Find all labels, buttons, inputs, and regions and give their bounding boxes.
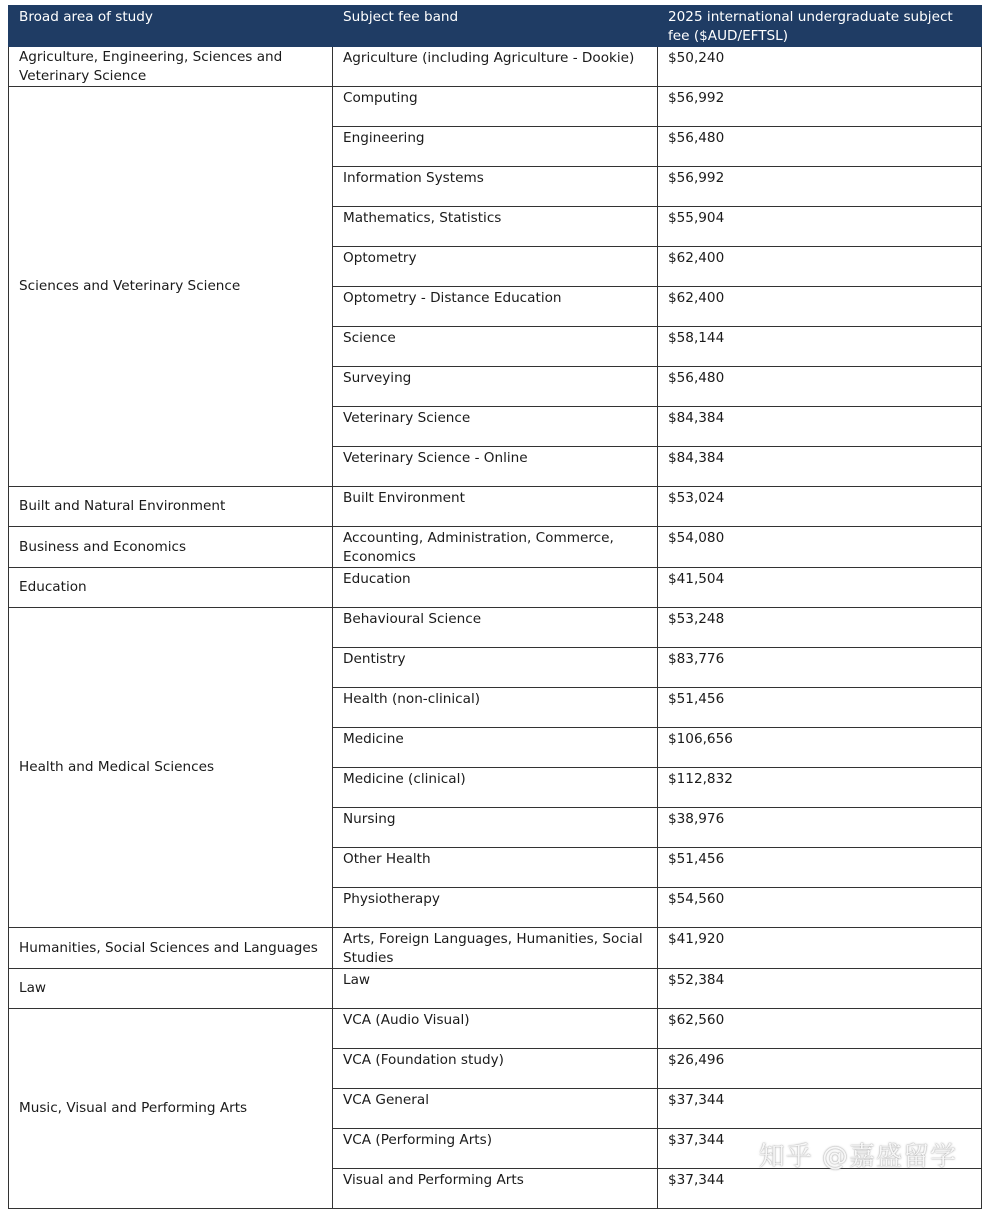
fee-amount-cell: $62,400 [658,247,982,287]
broad-area-cell: Law [9,969,333,1009]
fee-amount-cell: $62,400 [658,287,982,327]
subject-fee-band-cell: Accounting, Administration, Commerce, Economics [333,527,658,568]
broad-area-cell: Music, Visual and Performing Arts [9,1009,333,1209]
table-row [9,568,982,608]
subject-fee-band-cell: VCA General [333,1089,658,1129]
subject-fee-band-cell: Engineering [333,127,658,167]
subject-fee-band-cell: VCA (Foundation study) [333,1049,658,1089]
fee-amount-cell: $112,832 [658,768,982,808]
table-header [9,6,982,47]
fee-amount-cell: $38,976 [658,808,982,848]
header-row [9,6,982,47]
fee-amount-cell: $55,904 [658,207,982,247]
subject-fee-band-cell: Surveying [333,367,658,407]
fee-amount-cell: $51,456 [658,688,982,728]
broad-area-cell: Agriculture, Engineering, Sciences and Veterinary Science [9,47,333,87]
subject-fee-band-cell: Education [333,568,658,608]
fee-amount-cell: $56,992 [658,87,982,127]
table-row [9,527,982,568]
column-header-band: Subject fee band [333,6,658,47]
subject-fee-band-cell: Other Health [333,848,658,888]
subject-fee-band-cell: Visual and Performing Arts [333,1169,658,1209]
subject-fee-band-cell: Physiotherapy [333,888,658,928]
subject-fee-band-cell: VCA (Performing Arts) [333,1129,658,1169]
fee-amount-cell: $26,496 [658,1049,982,1089]
subject-fee-band-cell: Arts, Foreign Languages, Humanities, Social Studies [333,928,658,969]
table-row [9,608,982,648]
subject-fee-band-cell: Medicine [333,728,658,768]
fee-amount-cell: $37,344 [658,1169,982,1209]
table-body [9,47,982,1209]
column-header-fee: 2025 international undergraduate subject fee ($AUD/EFTSL) [658,6,982,47]
fee-amount-cell: $41,920 [658,928,982,969]
fee-amount-cell: $41,504 [658,568,982,608]
subject-fee-band-cell: Veterinary Science - Online [333,447,658,487]
fee-amount-cell: $56,992 [658,167,982,207]
broad-area-cell: Built and Natural Environment [9,487,333,527]
fee-amount-cell: $53,024 [658,487,982,527]
fee-amount-cell: $84,384 [658,447,982,487]
fee-amount-cell: $54,080 [658,527,982,568]
fee-amount-cell: $58,144 [658,327,982,367]
subject-fee-band-cell: Mathematics, Statistics [333,207,658,247]
fee-amount-cell: $37,344 [658,1089,982,1129]
broad-area-cell: Health and Medical Sciences [9,608,333,928]
fee-amount-cell: $52,384 [658,969,982,1009]
subject-fee-band-cell: Behavioural Science [333,608,658,648]
broad-area-cell: Humanities, Social Sciences and Languages [9,928,333,969]
fee-table [8,5,982,1209]
subject-fee-band-cell: Law [333,969,658,1009]
watermark: 知乎 @嘉盛留学 [758,1142,957,1172]
table-row [9,928,982,969]
subject-fee-band-cell: Nursing [333,808,658,848]
column-header-area: Broad area of study [9,6,333,47]
fee-amount-cell: $37,344 [658,1129,982,1169]
subject-fee-band-cell: Information Systems [333,167,658,207]
fee-amount-cell: $106,656 [658,728,982,768]
fee-amount-cell: $53,248 [658,608,982,648]
subject-fee-band-cell: Optometry - Distance Education [333,287,658,327]
fee-amount-cell: $84,384 [658,407,982,447]
broad-area-cell: Sciences and Veterinary Science [9,87,333,487]
fee-amount-cell: $62,560 [658,1009,982,1049]
table-row [9,87,982,127]
fee-amount-cell: $50,240 [658,47,982,87]
fee-amount-cell: $51,456 [658,848,982,888]
subject-fee-band-cell: Veterinary Science [333,407,658,447]
broad-area-cell: Business and Economics [9,527,333,568]
fee-amount-cell: $54,560 [658,888,982,928]
subject-fee-band-cell: Built Environment [333,487,658,527]
subject-fee-band-cell: Science [333,327,658,367]
fee-amount-cell: $56,480 [658,367,982,407]
table-row [9,487,982,527]
subject-fee-band-cell: Optometry [333,247,658,287]
subject-fee-band-cell: Agriculture (including Agriculture - Dookie) [333,47,658,87]
subject-fee-band-cell: Computing [333,87,658,127]
fee-amount-cell: $83,776 [658,648,982,688]
subject-fee-band-cell: Dentistry [333,648,658,688]
table-row [9,47,982,87]
subject-fee-band-cell: Health (non-clinical) [333,688,658,728]
subject-fee-band-cell: VCA (Audio Visual) [333,1009,658,1049]
subject-fee-band-cell: Medicine (clinical) [333,768,658,808]
broad-area-cell: Education [9,568,333,608]
table-row [9,1009,982,1049]
fee-amount-cell: $56,480 [658,127,982,167]
table-row [9,969,982,1009]
